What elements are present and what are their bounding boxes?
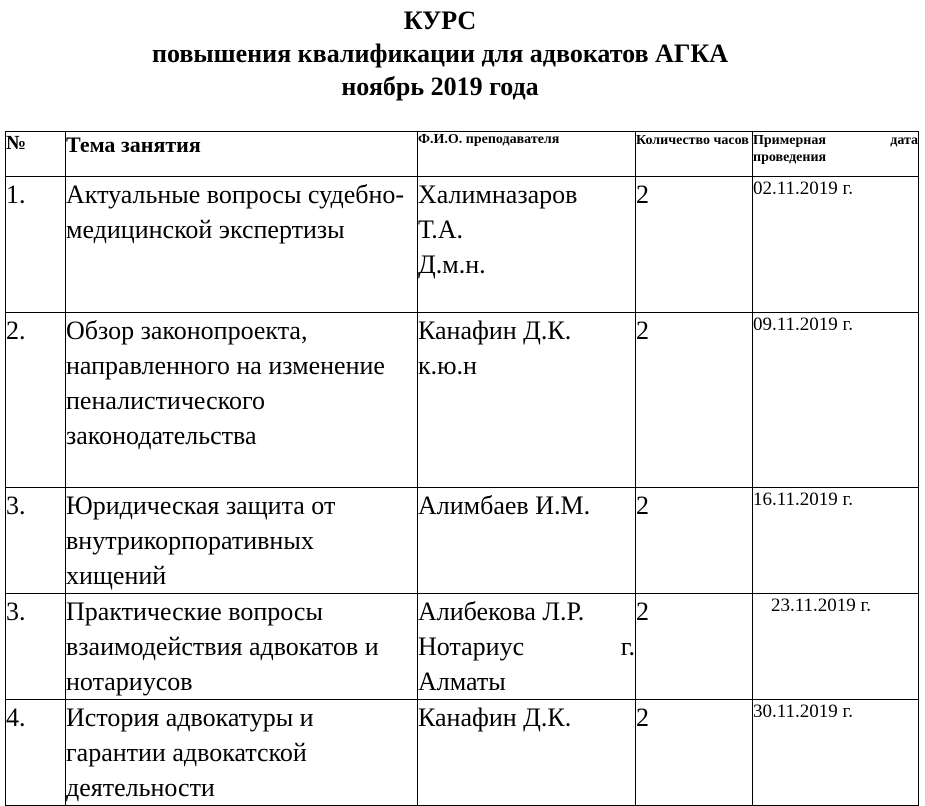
teacher-line: Нотариус г. [418,632,635,661]
row-teacher [418,700,636,806]
teacher-line: Д.м.н. [418,250,486,279]
header-date: Примерная дата проведения [753,132,919,177]
document-title [0,4,880,103]
row-topic: Практические вопросы взаимодействия адвокатов и нотариусов [66,594,418,700]
table-row [6,700,919,806]
row-date: 30.11.2019 г. [753,700,919,806]
row-num: 3. [6,594,66,700]
row-date: 09.11.2019 г. [753,313,919,488]
title-line-1: КУРС [403,6,477,35]
table-header-row [6,132,919,177]
header-topic: Тема занятия [66,132,418,177]
title-line-2: повышения квалификации для адвокатов АГКА [151,39,728,68]
teacher-line: Канафин Д.К. [418,703,572,732]
row-teacher [418,488,636,594]
row-topic: Актуальные вопросы судебно-медицинской экспертизы [66,177,418,313]
header-teacher: Ф.И.О. преподавателя [418,132,636,177]
row-teacher [418,177,636,313]
row-teacher [418,313,636,488]
teacher-line: Алимбаев И.М. [418,491,591,520]
row-num: 3. [6,488,66,594]
table-row [6,177,919,313]
table-row [6,594,919,700]
row-date: 02.11.2019 г. [753,177,919,313]
teacher-line: Канафин Д.К. [418,316,572,345]
row-num: 4. [6,700,66,806]
header-num: № [6,132,66,177]
row-num: 2. [6,313,66,488]
header-hours: Количество часов [636,132,753,177]
row-hours: 2 [636,313,753,488]
row-hours: 2 [636,700,753,806]
table-row [6,313,919,488]
row-date: 23.11.2019 г. [753,594,919,700]
teacher-line: Халимназаров [418,180,578,209]
teacher-line: Т.А. [418,215,464,244]
course-schedule-table [5,131,919,806]
title-line-3: ноябрь 2019 года [341,72,539,101]
row-hours: 2 [636,488,753,594]
row-date: 16.11.2019 г. [753,488,919,594]
teacher-line: Алматы [418,667,506,696]
row-hours: 2 [636,177,753,313]
row-topic: Юридическая защита от внутрикорпоративных хищений [66,488,418,594]
row-hours: 2 [636,594,753,700]
teacher-line: к.ю.н [418,351,477,380]
row-teacher [418,594,636,700]
row-topic: Обзор законопроекта, направленного на изменение пеналистического законодательства [66,313,418,488]
row-num: 1. [6,177,66,313]
row-topic: История адвокатуры и гарантии адвокатской деятельности [66,700,418,806]
teacher-line: Алибекова Л.Р. [418,597,585,626]
table-row [6,488,919,594]
